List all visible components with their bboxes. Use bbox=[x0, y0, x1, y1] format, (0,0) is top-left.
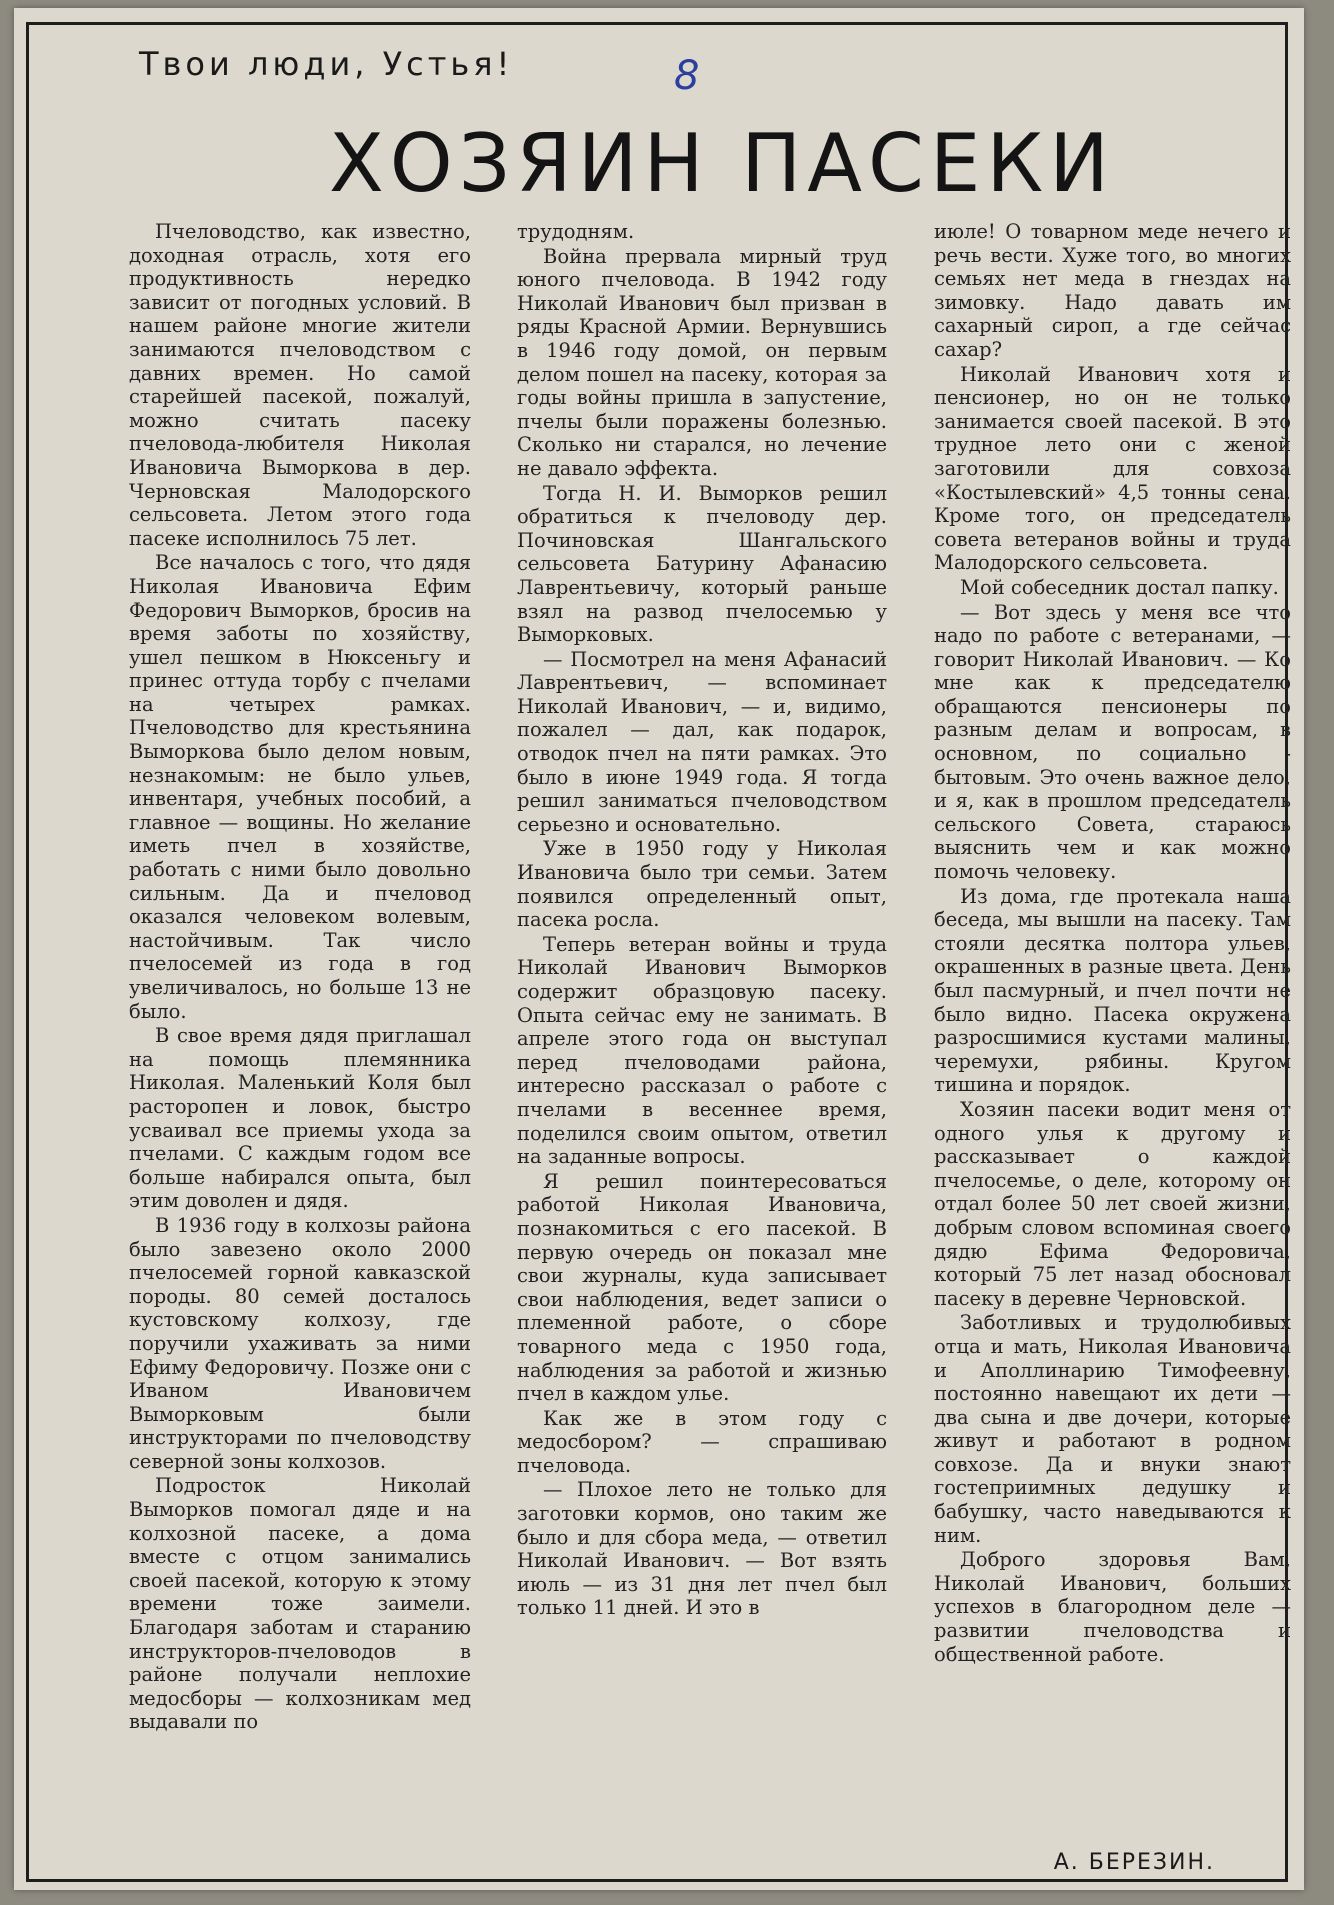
paragraph: Теперь ветеран войны и труда Николай Иванович Выморков содержит образцовую пасеку. Опыта сейчас ему не занимать. В апреле этого года он выступал перед пчеловодами района, интересно рассказал о работе с пчелами в весеннее время, поделился своим опытом, ответил на заданные вопросы. bbox=[517, 932, 887, 1169]
paragraph: трудодням. bbox=[517, 220, 635, 243]
author-signature: А. БЕРЕЗИН. bbox=[1053, 1850, 1215, 1875]
article-column-2 bbox=[517, 220, 887, 1880]
paragraph: Хозяин пасеки водит меня от одного улья к другому и рассказывает о каждой пчелосемье, о деле, которому он отдал более 50 лет своей жизни, добрым словом вспоминая своего дядю Ефима Федоровича, который 75 лет назад обосновал пасеку в деревне Черновской. bbox=[934, 1097, 1291, 1310]
paragraph: В свое время дядя приглашал на помощь племянника Николая. Маленький Коля был расторопен и ловок, быстро усваивал все приемы ухода за пчелами. С каждым годом все больше набирался опыта, был этим доволен и дядя. bbox=[129, 1024, 471, 1213]
paragraph: Николай Иванович хотя и пенсионер, но он не только занимается своей пасекой. В это трудное лето они с женой заготовили для совхоза «Костылевский» 4,5 тонны сена. Кроме того, он председатель совета ветеранов войны и труда Малодорского сельсовета. bbox=[934, 362, 1291, 575]
article-column-3 bbox=[934, 220, 1291, 1860]
paragraph: Мой собеседник достал папку. bbox=[960, 575, 1279, 599]
paragraph: Я решил поинтересоваться работой Николая Ивановича, познакомиться с его пасекой. В первую очередь он показал мне свои журналы, куда записывает свои наблюдения, ведет записи о племенной работе, о сборе товарного меда с 1950 года, наблюдения за работой и жизнью пчел в каждом улье. bbox=[517, 1169, 887, 1406]
article-headline: ХОЗЯИН ПАСЕКИ bbox=[329, 117, 1116, 210]
paragraph: Тогда Н. И. Выморков решил обратиться к пчеловоду дер. Починовская Шангальского сельсовета Батурину Афанасию Лаврентьевичу, который раньше взял на развод пчелосемью у Выморковых. bbox=[517, 481, 887, 647]
paragraph: — Вот здесь у меня все что надо по работе с ветеранами, — говорит Николай Иванович. — Ко мне как к председателю обращаются пенсионеры по разным делам и вопросам, в основном, по социально - бытовым. Это очень важное дело, и я, как в прошлом председатель сельского Совета, стараюсь выяснить чем и как можно помочь человеку. bbox=[934, 600, 1291, 884]
paragraph: Все началось с того, что дядя Николая Ивановича Ефим Федорович Выморков, бросив на время заботы по хозяйству, ушел пешком в Нюксеньгу и принес оттуда торбу с пчелами на четырех рамках. Пчеловодство для крестьянина Выморкова было делом новым, незнакомым: не было ульев, инвентаря, учебных пособий, а главное — вощины. Но желание иметь пчел в хозяйстве, работать с ними было довольно сильным. Да и пчеловод оказался человеком волевым, настойчивым. Так число пчелосемей из года в год увеличивалось, но больше 13 не было. bbox=[129, 551, 471, 1023]
paragraph: Война прервала мирный труд юного пчеловода. В 1942 году Николай Иванович был призван в ряды Красной Армии. Вернувшись в 1946 году домой, он первым делом пошел на пасеку, которая за годы войны пришла в запустение, пчелы были поражены болезнью. Сколько ни старался, но лечение не давало эффекта. bbox=[517, 244, 887, 480]
paragraph: Как же в этом году с медосбором? — спрашиваю пчеловода. bbox=[517, 1406, 887, 1477]
rubric-title: Твои люди, Устья! bbox=[139, 45, 514, 83]
paragraph: Уже в 1950 году у Николая Ивановича было три семьи. Затем появился определенный опыт, пасека росла. bbox=[517, 837, 887, 932]
paragraph: — Посмотрел на меня Афанасий Лаврентьевич, — вспоминает Николай Иванович, — и, видимо, пожалел — дал, как подарок, отводок пчел на пяти рамках. Это было в июне 1949 года. Я тогда решил заниматься пчеловодством серьезно и основательно. bbox=[517, 647, 887, 836]
paragraph: Из дома, где протекала наша беседа, мы вышли на пасеку. Там стояли десятка полтора ульев, окрашенных в разные цвета. День был пасмурный, и пчел почти не было видно. Пасека окружена разросшимися кустами малины, черемухи, рябины. Кругом тишина и порядок. bbox=[934, 884, 1291, 1097]
paragraph: — Плохое лето не только для заготовки кормов, оно таким же было и для сбора меда, — ответил Николай Иванович. — Вот взять июль — из 31 дня лет пчел был только 11 дней. И это в bbox=[517, 1478, 887, 1620]
paragraph: В 1936 году в колхозы района было завезено около 2000 пчелосемей горной кавказской породы. 80 семей досталось кустовскому колхозу, где поручили ухаживать за ними Ефиму Федоровичу. Позже они с Иваном Ивановичем Выморковым были инструкторами по пчеловодству северной зоны колхозов. bbox=[129, 1213, 471, 1473]
pencil-annotation: 8 bbox=[674, 53, 700, 99]
newspaper-clipping bbox=[14, 8, 1304, 1890]
article-frame bbox=[26, 22, 1291, 1882]
paragraph: Пчеловодство, как известно, доходная отрасль, хотя его продуктивность нередко зависит от погодных условий. В нашем районе многие жители занимаются пчеловодством с давних времен. Но самой старейшей пасекой, пожалуй, можно считать пасеку пчеловода-любителя Николая Ивановича Выморкова в дер. Черновская Малодорского сельсовета. Летом этого года пасеке исполнилось 75 лет. bbox=[129, 220, 471, 550]
paragraph: Заботливых и трудолюбивых отца и мать, Николая Ивановича и Аполлинарию Тимофеевну, постоянно навещают их дети — два сына и две дочери, которые живут и работают в родном совхозе. Да и внуки знают гостеприимных дедушку и бабушку, часто наведываются к ним. bbox=[934, 1311, 1291, 1547]
paragraph: Подросток Николай Выморков помогал дяде и на колхозной пасеке, а дома вместе с отцом занимались своей пасекой, которую к этому времени тоже заимели. Благодаря заботам и старанию инструкторов-пчеловодов в районе получали неплохие медосборы — колхозникам мед выдавали по bbox=[129, 1474, 471, 1734]
paragraph: июле! О товарном меде нечего и речь вести. Хуже того, во многих семьях нет меда в гнездах на зимовку. Надо давать им сахарный сироп, а где сейчас сахар? bbox=[934, 220, 1291, 361]
paragraph: Доброго здоровья Вам, Николай Иванович, больших успехов в благородном деле — развитии пчеловодства и общественной работе. bbox=[934, 1548, 1291, 1666]
article-column-1 bbox=[129, 220, 471, 1880]
